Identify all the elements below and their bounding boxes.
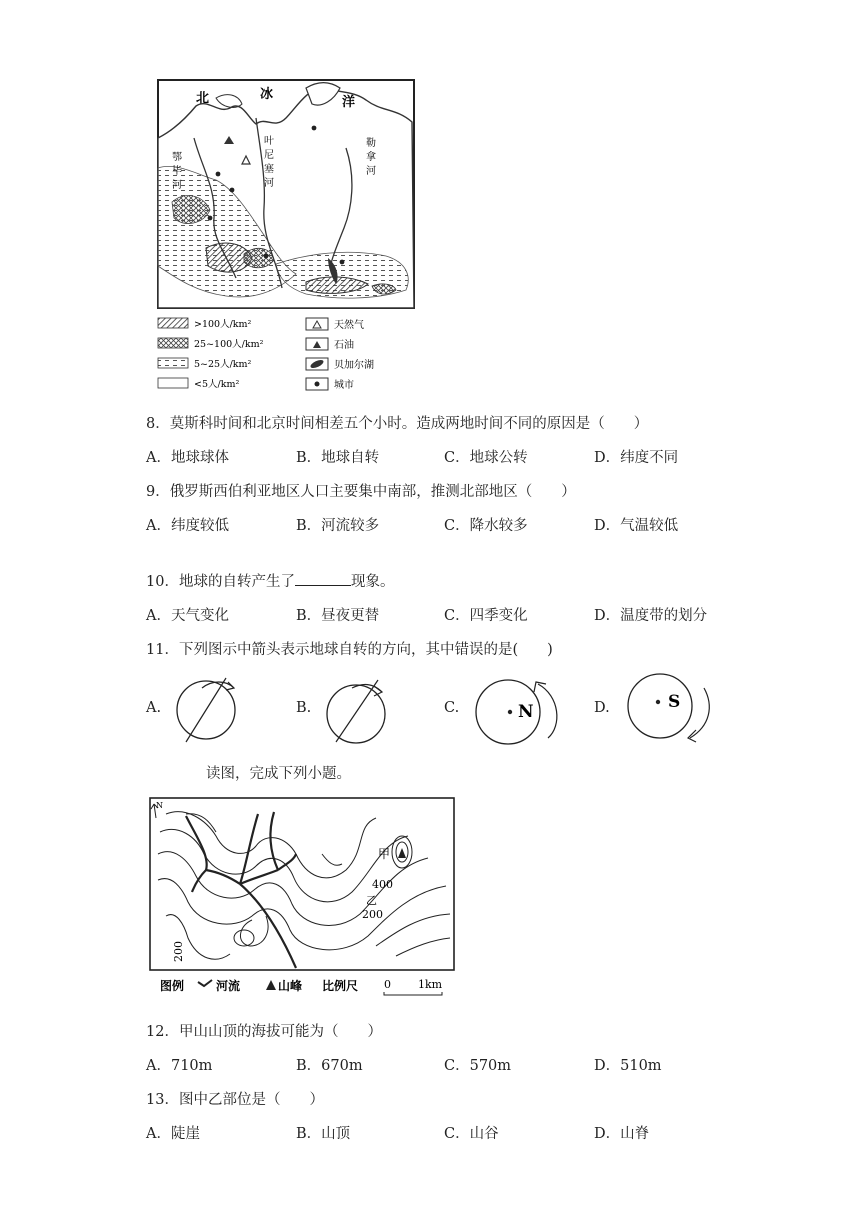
question-10 [146,570,394,591]
legend-river: 河流 [216,979,241,993]
map-label-ocean: 洋 [342,95,356,110]
point-yi-label: 乙 [366,894,377,907]
river-label-yenisei: 叶尼塞河 [264,136,274,189]
q13-option-d[interactable]: D．山脊 [594,1126,650,1142]
q10-blank[interactable] [295,573,351,586]
q9-option-a[interactable]: A．纬度较低 [146,518,229,534]
q13-option-c[interactable]: C．山谷 [444,1126,499,1142]
legend-label: <5人/km² [194,379,240,390]
earth-rotation-figure-d [622,672,722,752]
q10-option-b[interactable]: B．昼夜更替 [296,608,380,624]
q12-option-d[interactable]: D．510m [594,1058,662,1074]
question-9: 9．俄罗斯西伯利亚地区人口主要集中南部，推测北部地区（ ） [146,484,576,500]
q11-option-a[interactable]: A. [146,700,162,716]
q13-option-a[interactable]: A．陡崖 [146,1126,200,1142]
question-13: 13．图中乙部位是（ ） [146,1092,324,1108]
legend-label: >100人/km² [194,319,252,330]
q8-option-b[interactable]: B．地球自转 [296,450,380,466]
question-12: 12．甲山山顶的海拔可能为（ ） [146,1024,382,1040]
question-8: 8．莫斯科时间和北京时间相差五个小时。造成两地时间不同的原因是（ ） [146,416,649,432]
river-label-lena: 勒拿河 [366,138,376,177]
q12-option-b[interactable]: B．670m [296,1058,363,1074]
q10-option-d[interactable]: D．温度带的划分 [594,608,708,624]
siberia-map [156,78,418,400]
q12-option-a[interactable]: A．710m [146,1058,213,1074]
south-pole-label: S [668,692,681,712]
legend-scale: 比例尺 [322,979,359,993]
map-label-ice: 冰 [260,87,274,102]
river-label-ob: 鄂毕河 [172,152,182,191]
scale-km: 1km [418,978,443,991]
contour-label-400: 400 [372,878,393,891]
legend-peak: 山峰 [278,979,303,993]
legend-label: 天然气 [334,320,364,331]
map-label-north: 北 [196,91,210,106]
contour-map [146,796,458,998]
north-label: N [156,801,163,810]
earth-rotation-figure-b [318,676,394,744]
earth-rotation-figure-a [168,676,244,744]
legend-label: 石油 [334,340,354,351]
q9-option-c[interactable]: C．降水较多 [444,518,528,534]
legend-label: 城市 [334,380,354,391]
question-11: 11．下列图示中箭头表示地球自转的方向，其中错误的是( ) [146,642,553,658]
map-legend [158,318,374,391]
q10-option-a[interactable]: A．天气变化 [146,608,229,624]
q8-option-c[interactable]: C．地球公转 [444,450,528,466]
q10-text-before: 10．地球的自转产生了 [146,574,295,590]
reading-intro: 读图，完成下列小题。 [206,766,351,782]
q11-option-d[interactable]: D. [594,700,610,716]
q12-option-c[interactable]: C．570m [444,1058,512,1074]
q11-option-c[interactable]: C. [444,700,460,716]
contour-label-200: 200 [362,908,383,921]
legend-label: 5~25人/km² [194,359,252,370]
contour-label-200-left: 200 [172,941,185,962]
q10-text-after: 现象。 [350,574,395,590]
legend-title: 图例 [160,979,185,993]
scale-zero: 0 [384,978,391,991]
q11-option-b[interactable]: B. [296,700,312,716]
q10-option-c[interactable]: C．四季变化 [444,608,528,624]
legend-label: 贝加尔湖 [334,360,374,371]
q8-option-a[interactable]: A．地球球体 [146,450,229,466]
earth-rotation-figure-c [472,674,568,754]
peak-jia-label: 甲 [378,847,391,861]
legend-label: 25~100人/km² [194,339,264,350]
q9-option-d[interactable]: D．气温较低 [594,518,679,534]
contour-map-legend [160,978,443,995]
q13-option-b[interactable]: B．山顶 [296,1126,351,1142]
q9-option-b[interactable]: B．河流较多 [296,518,380,534]
north-pole-label: N [518,702,534,722]
q8-option-d[interactable]: D．纬度不同 [594,450,679,466]
